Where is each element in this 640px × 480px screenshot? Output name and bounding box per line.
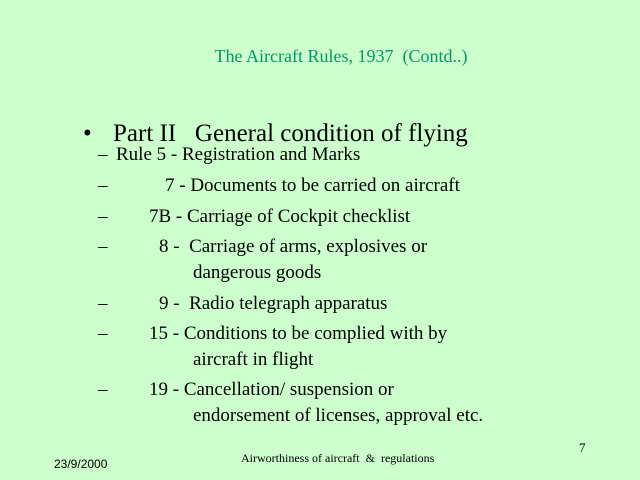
list-item-text: 7 - Documents to be carried on aircraft bbox=[165, 175, 460, 196]
bullet-symbol: • bbox=[83, 120, 92, 147]
list-item-text: 7B - Carriage of Cockpit checklist bbox=[149, 206, 411, 227]
dash-symbol: – bbox=[98, 293, 108, 314]
dash-symbol: – bbox=[98, 144, 108, 165]
dash-symbol: – bbox=[98, 379, 108, 400]
footer-title: Airworthiness of aircraft & regulations bbox=[241, 451, 435, 465]
list-item-text: 15 - Conditions to be complied with by bbox=[149, 323, 448, 344]
list-item-text: 19 - Cancellation/ suspension or bbox=[149, 379, 394, 400]
footer-date: 23/9/2000 bbox=[54, 457, 108, 471]
list-item-continuation: endorsement of licenses, approval etc. bbox=[193, 405, 484, 426]
slide-title: The Aircraft Rules, 1937 (Contd..) bbox=[214, 46, 468, 66]
dash-symbol: – bbox=[98, 175, 108, 196]
dash-symbol: – bbox=[98, 206, 108, 227]
list-item-text: 9 - Radio telegraph apparatus bbox=[159, 293, 388, 314]
list-item-text: 8 - Carriage of arms, explosives or bbox=[159, 236, 428, 257]
page-number: 7 bbox=[579, 440, 586, 455]
dash-symbol: – bbox=[98, 236, 108, 257]
main-bullet-text: Part II General condition of flying bbox=[113, 120, 468, 147]
list-item-continuation: aircraft in flight bbox=[193, 349, 314, 370]
list-item-continuation: dangerous goods bbox=[193, 262, 322, 283]
dash-symbol: – bbox=[98, 323, 108, 344]
list-item-text: Rule 5 - Registration and Marks bbox=[116, 144, 361, 165]
